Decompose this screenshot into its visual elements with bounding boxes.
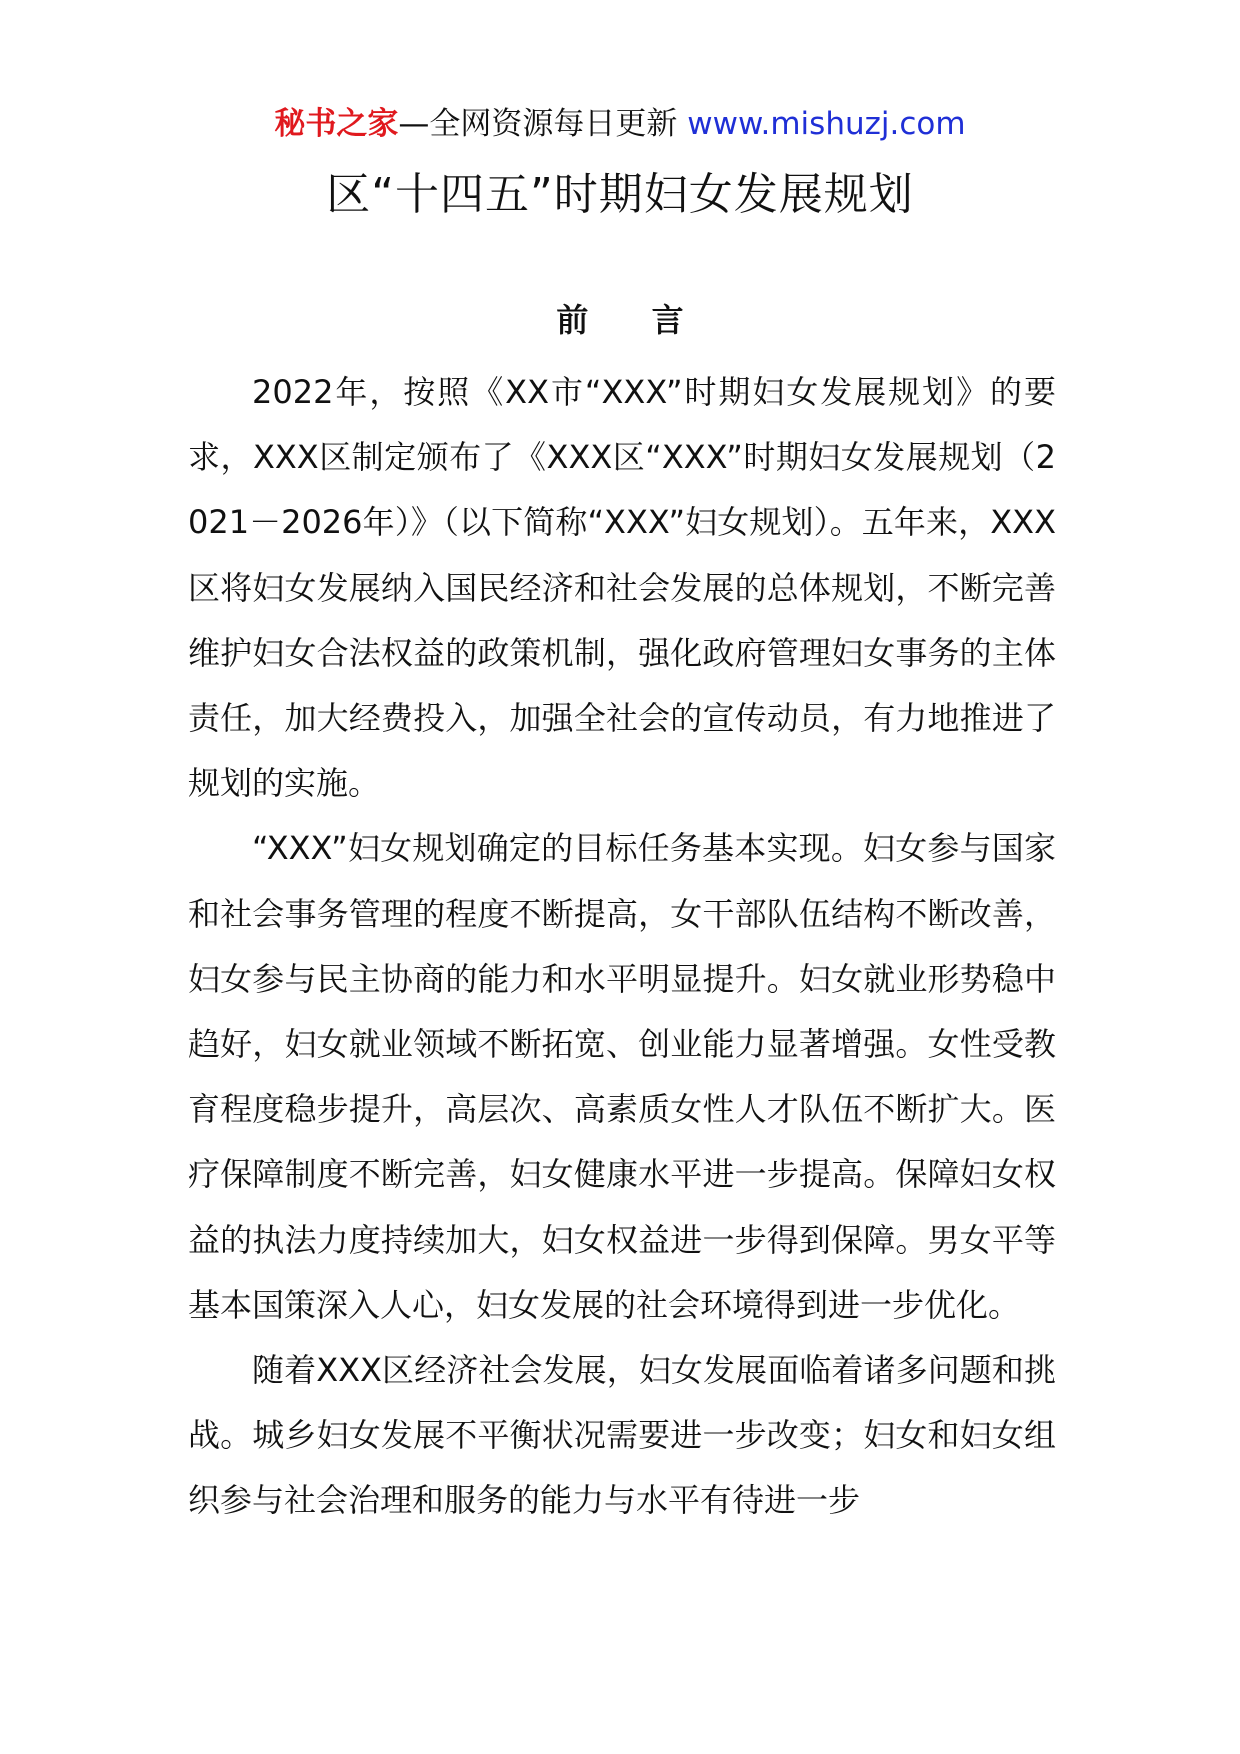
document-title: 区“十四五”时期妇女发展规划 — [326, 169, 914, 220]
header-banner — [0, 100, 1240, 148]
paragraph-1: 2022年，按照《XX市“XXX”时期妇女发展规划》的要求，XXX区制定颁布了《XXX区“XXX”时期妇女发展规划（2021－2026年）》（以下简称“XXX”妇女规划）。五年来，XXX区将妇女发展纳入国民经济和社会发展的总体规划，不断完善维护妇女合法权益的政策机制，强化政府管理妇女事务的主体责任，加大经费投入，加强全社会的宣传动员，有力地推进了规划的实施。 — [188, 373, 1056, 803]
brand-name: 秘书之家 — [274, 106, 399, 142]
website-link[interactable]: www.mishuzj.com — [687, 106, 966, 142]
banner-tagline: —全网资源每日更新 — [398, 106, 688, 142]
paragraph-3: 随着XXX区经济社会发展，妇女发展面临着诸多问题和挑战。城乡妇女发展不平衡状况需要进一步改变；妇女和妇女组织参与社会治理和服务的能力与水平有待进一步 — [188, 1351, 1056, 1520]
section-heading-preface: 前 言 — [556, 301, 710, 339]
paragraph-2: “XXX”妇女规划确定的目标任务基本实现。妇女参与国家和社会事务管理的程度不断提高，女干部队伍结构不断改善，妇女参与民主协商的能力和水平明显提升。妇女就业形势稳中趋好，妇女就业领域不断拓宽、创业能力显著增强。女性受教育程度稳步提升，高层次、高素质女性人才队伍不断扩大。医疗保障制度不断完善，妇女健康水平进一步提高。保障妇女权益的执法力度持续加大，妇女权益进一步得到保障。男女平等基本国策深入人心，妇女发展的社会环境得到进一步优化。 — [188, 829, 1056, 1324]
document-body — [188, 360, 1056, 1534]
